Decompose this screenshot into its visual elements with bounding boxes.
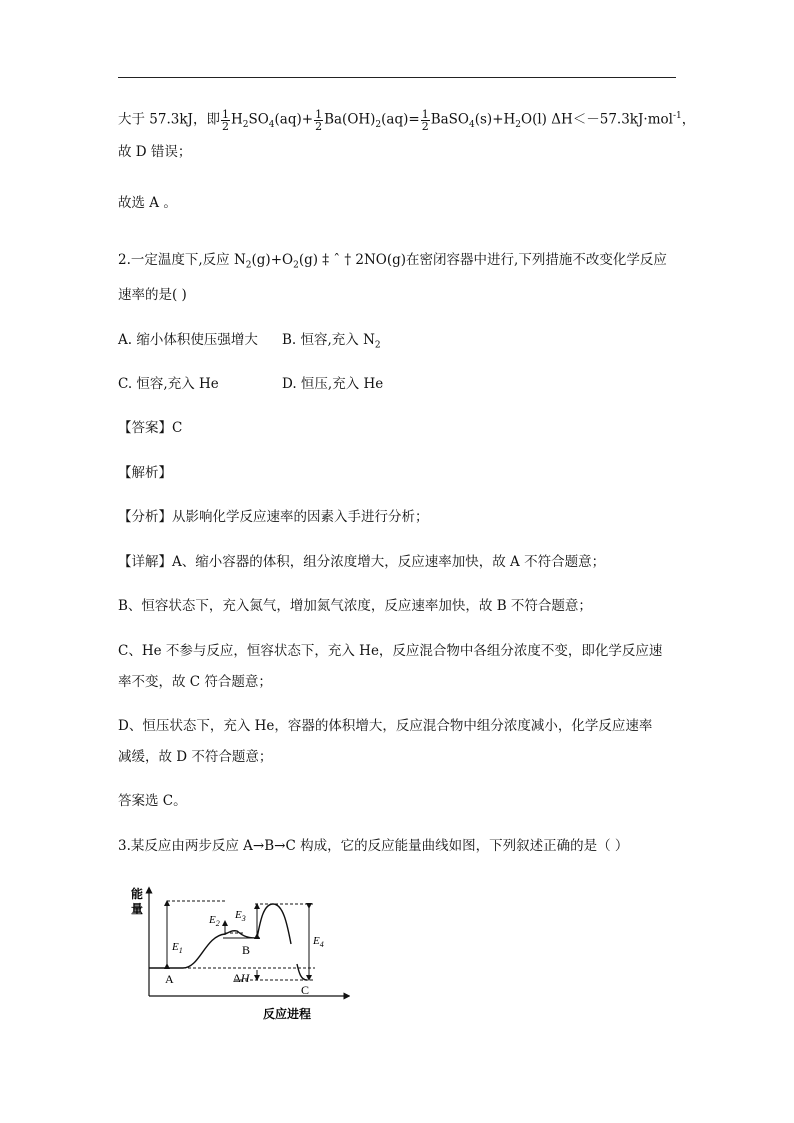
q2-conclusion: 答案选 C。 [118,793,187,809]
q2-analysis-heading: 【解析】 [118,465,172,481]
q2-stem-line1: 2.一定温度下,反应 $N_2(g)+O_2(g)$ ‡ ˆ † 2NO(g)在密闭容器中进行,下列措施不改变化学反应 [118,252,667,271]
q2-detail-d-line2: 减缓，故 D 不符合题意； [118,749,273,765]
curve-step2-tail [297,964,307,980]
line-d-wrong: 故 D 错误； [118,144,192,160]
q2-option-c: C. 恒容,充入 He [118,376,219,392]
q2-detail-c-line2: 率不变，故 C 符合题意； [118,674,272,690]
fraction-half: $\frac{1}{2}$ [221,107,229,133]
q2-detail-b: B、恒容状态下，充入氮气，增加氮气浓度，反应速率加快，故 B 不符合题意； [118,598,592,614]
q2-fenxi: 【分析】从影响化学反应速率的因素入手进行分析； [118,509,429,525]
y-axis-label-2: 量 [131,902,144,916]
label-point-b: B [242,943,251,957]
curve-step1 [149,931,257,968]
q2-option-a: A. 缩小体积使压强增大 [118,332,258,348]
label-e1: $E_1$ [172,941,183,955]
label-point-a: A [165,972,174,986]
q3-stem: 3.某反应由两步反应 A→B→C 构成，它的反应能量曲线如图，下列叙述正确的是（ ） [118,838,629,854]
fraction-half: $\frac{1}{2}$ [421,107,429,133]
q2-option-d: D. 恒压,充入 He [282,376,384,392]
q2-option-b: B. 恒容,充入 $N_2$ [282,332,381,351]
label-e2: $E_2$ [209,914,220,928]
q2-stem-line2: 速率的是( ) [118,287,187,303]
header-rule [118,77,676,78]
energy-profile-diagram [125,878,350,1023]
label-point-c: C [301,983,310,997]
y-axis-label-1: 能 [131,887,144,901]
q2-detail-d-line1: D、恒压状态下，充入 He，容器的体积增大，反应混合物中组分浓度减小，化学反应速率 [118,718,653,734]
thermo-equation-line: 大于 57.3kJ，即 $\frac{1}{2}$ $H_2SO_4(aq)+$ $\frac{1}{2}$ $Ba(OH)_2(aq)=$ $\frac{1}{2}$ $BaSO_4(s)+H_2O(l)$ ΔH＜－57.3kJ·mol$^{-1}$， [118,107,696,133]
fraction-half: $\frac{1}{2}$ [315,107,323,133]
q2-detail-c-line1: C、He 不参与反应，恒容状态下，充入 He，反应混合物中各组分浓度不变，即化学反应速 [118,643,663,659]
line-choose-a: 故选 A 。 [118,195,177,211]
label-delta-h: ΔH [233,971,250,985]
label-e4: $E_4$ [313,935,324,949]
curve-step2 [257,904,291,944]
q2-detail-a: 【详解】A、缩小容器的体积，组分浓度增大，反应速率加快，故 A 不符合题意； [118,554,606,570]
q2-answer: 【答案】C [118,420,183,436]
label-e3: $E_3$ [235,909,246,923]
equation-intro: 大于 57.3kJ，即 [118,111,220,128]
x-axis-label: 反应进程 [263,1007,312,1021]
